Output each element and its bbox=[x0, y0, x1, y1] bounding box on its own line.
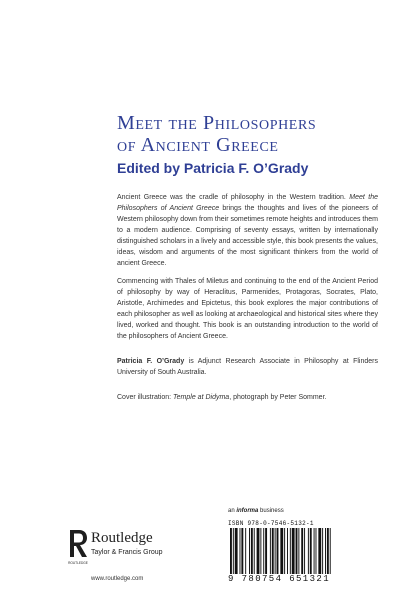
editor-credit: Edited by Patricia F. O’Grady bbox=[117, 160, 309, 176]
barcode-bar bbox=[296, 528, 298, 574]
author-bio bbox=[117, 356, 378, 378]
barcode-bar bbox=[245, 528, 246, 574]
barcode-bar bbox=[322, 528, 323, 574]
barcode-bar bbox=[298, 528, 299, 574]
barcode-digits: 9 780754 651321 bbox=[228, 574, 331, 584]
blurb-text: brings the thoughts and lives of the pioneers of Western philosophy down from their sometimes remote heights and introduces them to a modern audience. Comprising of seventy essays, written by internationally distinguished scholars in a lively and accessible style, this book presents the values, ideas, wisdom and arguments of the most significant thinkers from the world of ancient Greece. bbox=[117, 205, 378, 267]
barcode-bar bbox=[277, 528, 279, 574]
isbn-label: ISBN 978-0-7546-5132-1 bbox=[228, 520, 314, 527]
informa-brand: informa bbox=[236, 508, 259, 514]
logo-text: ROUTLEDGE bbox=[68, 561, 88, 565]
barcode-bar bbox=[304, 528, 305, 574]
blurb-text: Ancient Greece was the cradle of philosophy in the Western tradition. bbox=[117, 194, 350, 201]
barcode-bar bbox=[254, 528, 255, 574]
book-title-line-1: Meet the Philosophers bbox=[117, 112, 317, 134]
barcode-bar bbox=[260, 528, 261, 574]
barcode-bar bbox=[249, 528, 250, 574]
cover-credit-label: Cover illustration: bbox=[117, 394, 174, 401]
book-title-italic: Meet the Philosophers of Ancient Greece bbox=[117, 194, 378, 212]
cover-credit bbox=[117, 392, 378, 403]
publisher-name: Routledge bbox=[91, 530, 153, 546]
informa-suffix: business bbox=[258, 508, 284, 514]
barcode-block bbox=[228, 508, 380, 588]
blurb-paragraph-1 bbox=[117, 192, 378, 269]
barcode-bar bbox=[235, 528, 238, 574]
barcode-bar bbox=[292, 528, 295, 574]
author-name: Patricia F. O’Grady bbox=[117, 358, 185, 365]
blurb-paragraph-2: Commencing with Thales of Miletus and continuing to the end of the Ancient Period of philosophy by way of Heraclitus, Parmenides, Protagoras, Socrates, Plato, Aristotle, Archimedes and Epictetus, this book explores the major contributions of each philosopher as well as looking at archaeological and historical sites where they lived, worked and thought. This book is an outstanding introduction to the world of the philosophers of Ancient Greece. bbox=[117, 278, 378, 340]
barcode-bar bbox=[241, 528, 243, 574]
barcode-bar bbox=[257, 528, 260, 574]
barcode-bar bbox=[270, 528, 271, 574]
barcode-bar bbox=[230, 528, 232, 574]
barcode-bar bbox=[310, 528, 312, 574]
informa-prefix: an bbox=[228, 508, 237, 514]
barcode-bar bbox=[284, 528, 285, 574]
barcode-bar bbox=[318, 528, 321, 574]
barcode-bar bbox=[275, 528, 276, 574]
barcode-bar bbox=[325, 528, 326, 574]
barcode-bar bbox=[272, 528, 274, 574]
cover-credit-work: Temple at Didyma bbox=[173, 394, 230, 401]
book-title-line-2: of Ancient Greece bbox=[117, 134, 279, 156]
barcode-image bbox=[228, 528, 378, 574]
blurb bbox=[117, 192, 378, 410]
barcode-bar bbox=[251, 528, 253, 574]
book-title bbox=[117, 112, 387, 156]
barcode-bar bbox=[263, 528, 264, 574]
barcode-bar bbox=[265, 528, 267, 574]
barcode-bar bbox=[233, 528, 234, 574]
barcode-bar bbox=[316, 528, 317, 574]
barcode-bar bbox=[308, 528, 309, 574]
barcode-bar bbox=[301, 528, 303, 574]
publisher-url[interactable]: www.routledge.com bbox=[91, 576, 144, 582]
barcode-bar bbox=[290, 528, 291, 574]
publisher-group: Taylor & Francis Group bbox=[91, 549, 163, 556]
barcode-bar bbox=[330, 528, 331, 574]
author-bio-text: is Adjunct Research Associate in Philosophy at Flinders University of South Australia. bbox=[117, 358, 378, 376]
cover-credit-photographer: , photograph by Peter Sommer. bbox=[229, 394, 327, 401]
informa-tag bbox=[228, 508, 284, 514]
barcode-bar bbox=[280, 528, 283, 574]
barcode-bar bbox=[327, 528, 329, 574]
barcode-bar bbox=[240, 528, 241, 574]
publisher-block bbox=[67, 527, 207, 582]
barcode-bar bbox=[287, 528, 288, 574]
routledge-logo-icon bbox=[67, 527, 89, 565]
barcode-bar bbox=[314, 528, 315, 574]
